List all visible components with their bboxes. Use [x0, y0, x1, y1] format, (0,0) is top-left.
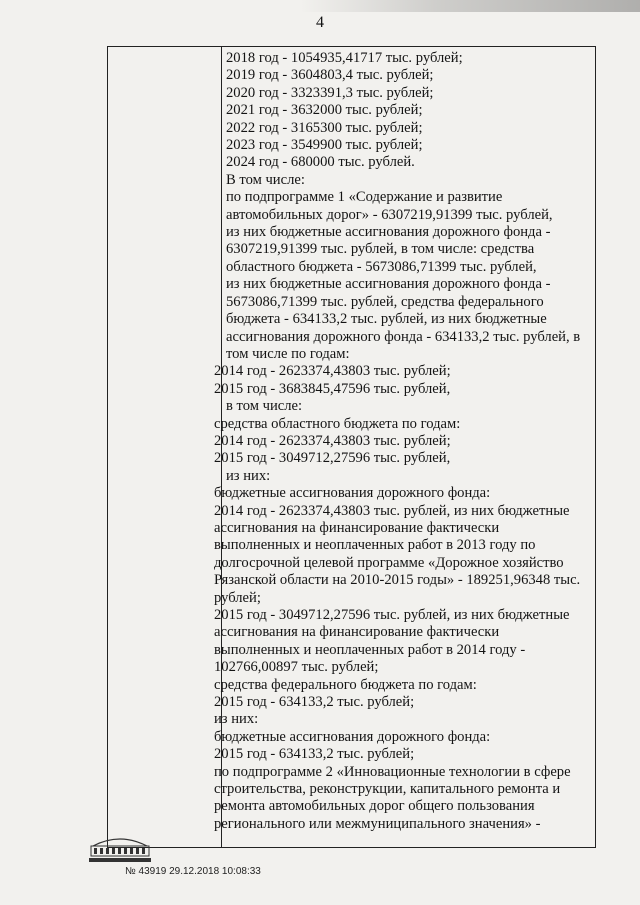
- text-line: автомобильных дорог» - 6307219,91399 тыс. рублей,: [226, 206, 553, 223]
- registry-logo-icon: [85, 834, 155, 866]
- text-line: 2021 год - 3632000 тыс. рублей;: [226, 102, 423, 119]
- text-line: из них:: [226, 467, 271, 484]
- text-line: В том числе:: [226, 171, 305, 188]
- text-line: областного бюджета - 5673086,71399 тыс. рублей,: [226, 258, 537, 275]
- text-line: из них бюджетные ассигнования дорожного фонда -: [226, 276, 551, 293]
- text-line: из них бюджетные ассигнования дорожного фонда -: [226, 224, 551, 241]
- text-line: средства федерального бюджета по годам:: [214, 676, 477, 693]
- text-line: 102766,00897 тыс. рублей;: [214, 659, 379, 676]
- text-line: ассигнования дорожного фонда - 634133,2 тыс. рублей, в: [226, 328, 581, 345]
- text-line: ассигнования на финансирование фактически: [214, 624, 500, 641]
- text-line: по подпрограмме 2 «Инновационные технологии в сфере: [214, 763, 571, 780]
- text-line: 6307219,91399 тыс. рублей, в том числе: средства: [226, 241, 535, 258]
- text-line: бюджетные ассигнования дорожного фонда:: [214, 728, 491, 745]
- text-line: средства областного бюджета по годам:: [214, 415, 461, 432]
- page-number: 4: [316, 14, 324, 31]
- text-line: выполненных и неоплаченных работ в 2014 году -: [214, 641, 526, 658]
- text-line: бюджета - 634133,2 тыс. рублей, из них бюджетные: [226, 311, 547, 328]
- text-line: 2024 год - 680000 тыс. рублей.: [226, 154, 415, 171]
- text-line: из них:: [214, 711, 259, 728]
- text-line: по подпрограмме 1 «Содержание и развитие: [226, 189, 503, 206]
- text-line: регионального или межмуниципального значения» -: [214, 815, 541, 832]
- text-line: 2015 год - 3683845,47596 тыс. рублей,: [214, 380, 451, 397]
- text-line: 2015 год - 634133,2 тыс. рублей;: [214, 694, 415, 711]
- text-line: 2014 год - 2623374,43803 тыс. рублей, из них бюджетные: [214, 502, 570, 519]
- text-line: том числе по годам:: [226, 345, 350, 362]
- text-line: 2015 год - 3049712,27596 тыс. рублей, из них бюджетные: [214, 607, 570, 623]
- text-line: 2020 год - 3323391,3 тыс. рублей;: [226, 84, 434, 101]
- text-line: Рязанской области на 2010-2015 годы» - 189251,96348 тыс.: [214, 572, 581, 589]
- registration-stamp: № 43919 29.12.2018 10:08:33: [125, 866, 261, 877]
- text-line: 2022 год - 3165300 тыс. рублей;: [226, 119, 423, 136]
- text-line: 2014 год - 2623374,43803 тыс. рублей;: [214, 363, 451, 380]
- text-line: 2015 год - 634133,2 тыс. рублей;: [214, 746, 415, 763]
- text-line: строительства, реконструкции, капитального ремонта и: [214, 781, 561, 798]
- text-line: рублей;: [214, 589, 261, 606]
- scan-artifact: [300, 0, 640, 12]
- text-line: 2019 год - 3604803,4 тыс. рублей;: [226, 67, 434, 84]
- text-line: 2014 год - 2623374,43803 тыс. рублей;: [214, 432, 451, 449]
- text-line: 2015 год - 3049712,27596 тыс. рублей,: [214, 450, 451, 467]
- text-line: бюджетные ассигнования дорожного фонда:: [214, 485, 491, 502]
- text-line: ремонта автомобильных дорог общего пользования: [214, 798, 535, 815]
- text-line: 5673086,71399 тыс. рублей, средства федерального: [226, 293, 544, 310]
- text-line: в том числе:: [226, 398, 303, 415]
- text-line: выполненных и неоплаченных работ в 2013 году по: [214, 537, 536, 554]
- text-line: 2023 год - 3549900 тыс. рублей;: [226, 137, 423, 154]
- text-line: долгосрочной целевой программе «Дорожное хозяйство: [214, 554, 564, 571]
- text-line: 2018 год - 1054935,41717 тыс. рублей;: [226, 50, 463, 66]
- table-cell-content: [214, 50, 592, 833]
- text-line: ассигнования на финансирование фактически: [214, 519, 500, 536]
